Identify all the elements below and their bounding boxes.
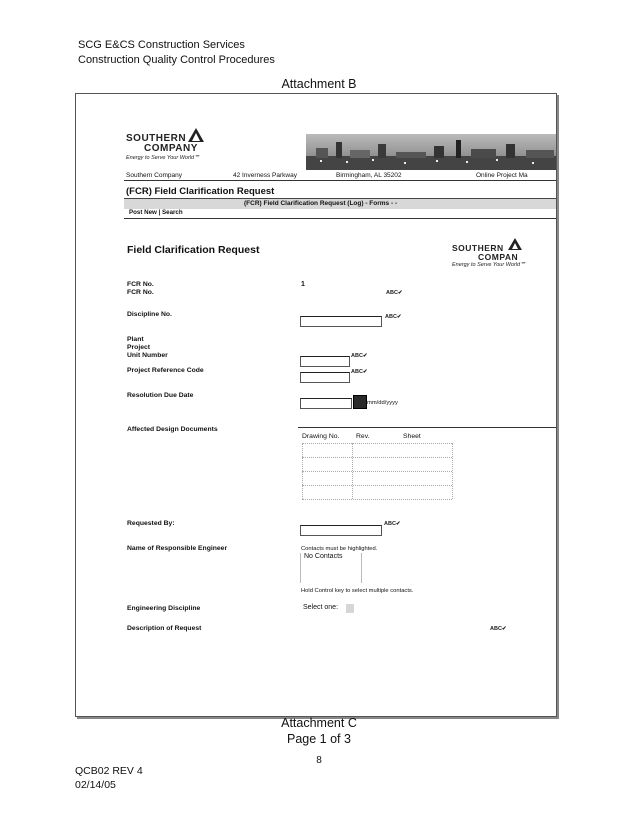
nav-bar bbox=[124, 208, 556, 219]
project-reference-code-input[interactable] bbox=[300, 372, 350, 383]
log-bar-title: (FCR) Field Clarification Request (Log) - Forms - - bbox=[244, 200, 398, 207]
fcr-no-label-1: FCR No. bbox=[127, 281, 154, 288]
spellcheck-icon[interactable]: ABC✔ bbox=[386, 290, 403, 296]
attachment-b-label: Attachment B bbox=[281, 77, 357, 91]
resolution-due-date-input[interactable] bbox=[300, 398, 352, 409]
spellcheck-icon[interactable]: ABC✔ bbox=[385, 314, 402, 320]
requested-by-label: Requested By: bbox=[127, 520, 175, 527]
unit-number-label: Unit Number bbox=[127, 352, 168, 359]
spellcheck-icon-text: ABC bbox=[384, 521, 396, 527]
contacts-note-bottom: Hold Control key to select multiple contacts. bbox=[301, 588, 414, 594]
nav-links[interactable]: Post New | Search bbox=[129, 209, 183, 216]
revision-date: 02/14/05 bbox=[75, 779, 116, 791]
spellcheck-icon[interactable]: ABC✔ bbox=[490, 626, 507, 632]
discipline-no-label: Discipline No. bbox=[127, 311, 172, 318]
scanned-form bbox=[75, 93, 557, 717]
logo-mark-icon bbox=[188, 128, 204, 142]
logo-line-1: SOUTHERN bbox=[126, 133, 187, 144]
address-company: Southern Company bbox=[126, 172, 183, 179]
chevron-down-icon bbox=[346, 604, 354, 613]
doc-header-line-2: Construction Quality Control Procedures bbox=[78, 54, 275, 66]
project-label: Project bbox=[127, 344, 151, 351]
banner-photo bbox=[306, 134, 556, 170]
engineering-discipline-select-value: Select one: bbox=[303, 604, 339, 611]
affected-design-documents-label: Affected Design Documents bbox=[127, 426, 218, 433]
page-number: 8 bbox=[316, 755, 322, 766]
form-logo-line-1: SOUTHERN bbox=[452, 243, 504, 253]
responsible-engineer-label: Name of Responsible Engineer bbox=[127, 545, 228, 552]
southern-company-logo bbox=[126, 134, 216, 161]
spellcheck-icon[interactable]: ABC✔ bbox=[351, 353, 368, 359]
description-of-request-label: Description of Request bbox=[127, 625, 202, 632]
engineering-discipline-select[interactable] bbox=[301, 603, 355, 614]
fcr-no-value: 1 bbox=[301, 281, 305, 288]
resolution-due-date-label: Resolution Due Date bbox=[127, 392, 194, 399]
doc-table-top-rule bbox=[298, 427, 556, 428]
form-logo-tagline: Energy to Serve Your World℠ bbox=[452, 262, 526, 268]
form-title: Field Clarification Request bbox=[127, 244, 260, 256]
attachment-c-label: Attachment C bbox=[281, 716, 357, 730]
logo-line-2: COMPANY bbox=[144, 143, 198, 154]
address-divider bbox=[124, 180, 556, 181]
form-logo-mark-icon bbox=[508, 238, 522, 250]
project-reference-code-label: Project Reference Code bbox=[127, 367, 204, 374]
calendar-icon[interactable] bbox=[353, 395, 367, 409]
spellcheck-icon-text: ABC bbox=[490, 626, 502, 632]
doc-header-line-1: SCG E&CS Construction Services bbox=[78, 39, 245, 51]
fcr-no-label-2: FCR No. bbox=[127, 289, 154, 296]
address-street: 42 Inverness Parkway bbox=[233, 172, 297, 179]
requested-by-input[interactable] bbox=[300, 525, 382, 536]
contacts-note-top: Contacts must be highlighted. bbox=[301, 546, 378, 552]
address-site: Online Project Ma bbox=[476, 172, 528, 179]
spellcheck-icon[interactable]: ABC✔ bbox=[351, 369, 368, 375]
doc-table-header-rev: Rev. bbox=[356, 433, 370, 440]
form-logo bbox=[452, 244, 556, 268]
engineering-discipline-label: Engineering Discipline bbox=[127, 605, 201, 612]
spellcheck-icon[interactable]: ABC✔ bbox=[384, 521, 401, 527]
address-city: Birmingham, AL 35202 bbox=[336, 172, 402, 179]
revision-label: QCB02 REV 4 bbox=[75, 765, 143, 777]
contacts-listbox[interactable] bbox=[300, 553, 362, 583]
plant-label: Plant bbox=[127, 336, 144, 343]
unit-number-input[interactable] bbox=[300, 356, 350, 367]
contacts-list-value: No Contacts bbox=[304, 553, 343, 560]
page-of-label: Page 1 of 3 bbox=[287, 732, 351, 746]
date-format-hint: mm/dd/yyyy bbox=[367, 400, 398, 406]
form-logo-line-2: COMPAN bbox=[478, 252, 519, 262]
spellcheck-icon-text: ABC bbox=[351, 369, 363, 375]
spellcheck-icon-text: ABC bbox=[385, 314, 397, 320]
doc-table-header-drawing-no: Drawing No. bbox=[302, 433, 340, 440]
discipline-no-input[interactable] bbox=[300, 316, 382, 327]
page-heading: (FCR) Field Clarification Request bbox=[126, 186, 275, 197]
spellcheck-icon-text: ABC bbox=[351, 353, 363, 359]
spellcheck-icon-text: ABC bbox=[386, 290, 398, 296]
doc-table-header-sheet: Sheet bbox=[403, 433, 421, 440]
logo-tagline: Energy to Serve Your World℠ bbox=[126, 155, 200, 161]
